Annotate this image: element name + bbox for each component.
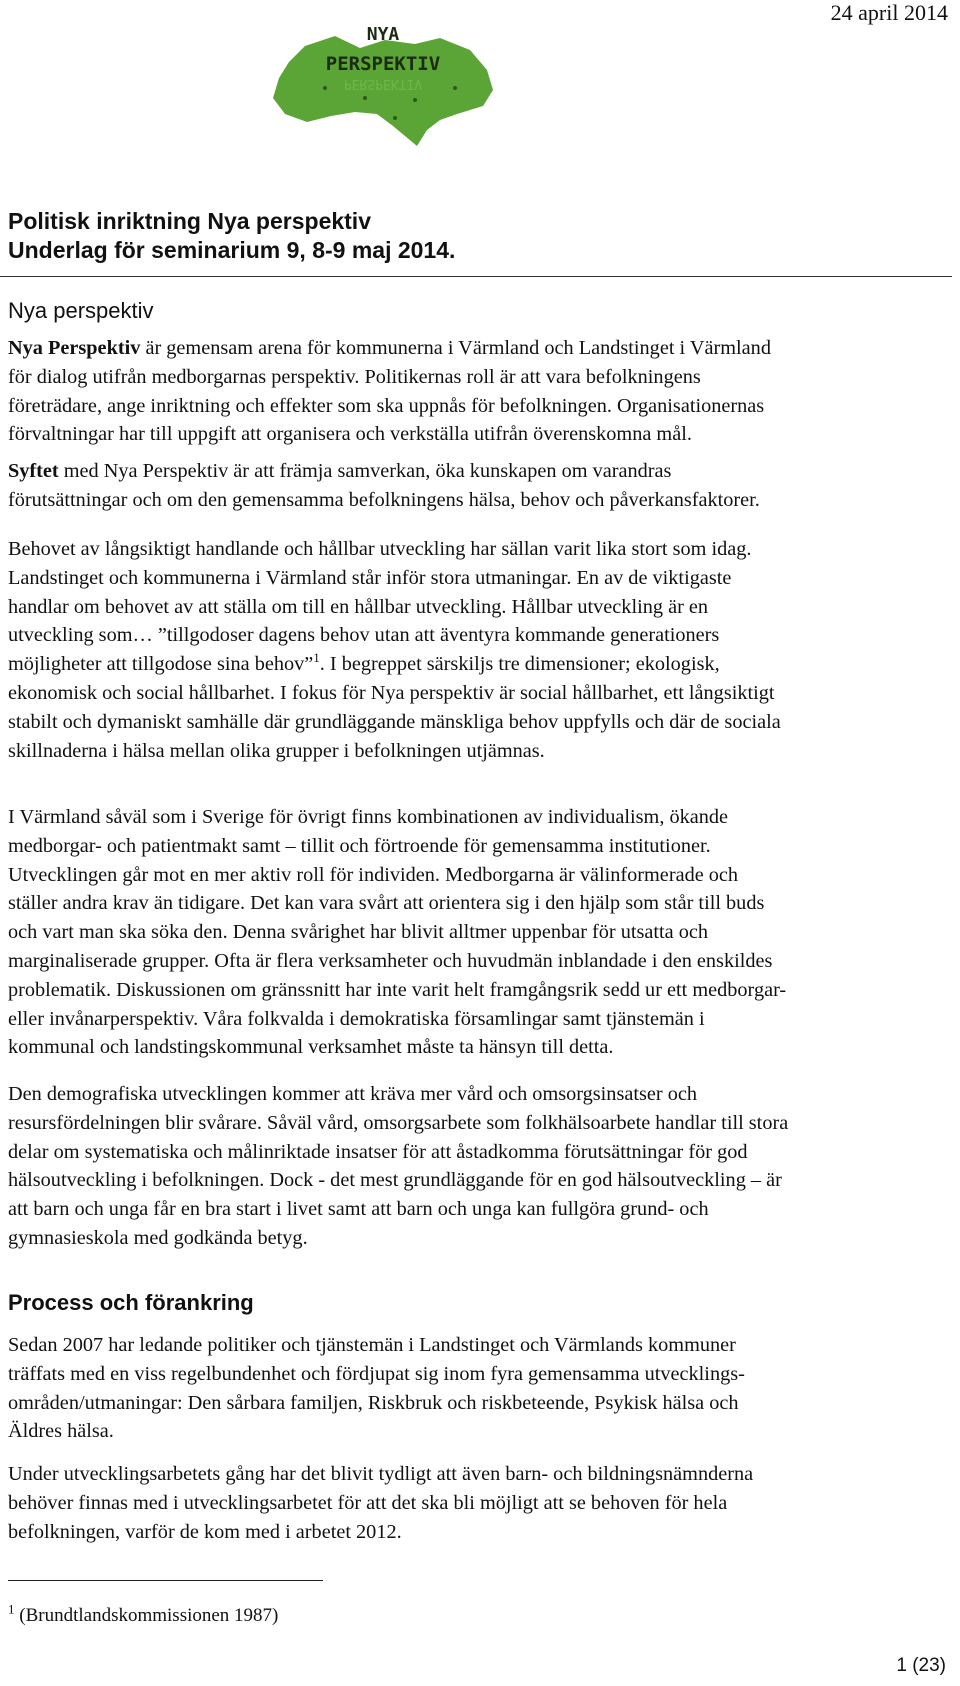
- paragraph-individualism: I Värmland såväl som i Sverige för övrigt finns kombinationen av individualism, ökande medborgar- och patientmakt samt – tillit och förtroende för gemensamma institutioner. Utvecklingen går mot en mer aktiv roll för individen. Medborgarna är välinformerade och ställer andra krav än tidigare. Det kan vara svårt att orientera sig i den hjälp som står till buds och vart man ska söka den. Denna svårighet har blivit alltmer uppenbar för utsatta och marginaliserade grupper. Ofta är flera verksamheter och huvudmän inblandade i den enskildes problematik. Diskussionen om gränssnitt har inte varit helt framgångsrik sedd ur ett medborgar- eller invånarperspektiv. Våra folkvalda i demokratiska församlingar samt tjänstemän i kommunal och landstingskommunal verksamhet måste ta hänsyn till detta.: [8, 806, 787, 1059]
- paragraph-hallbar-utveckling: Behovet av långsiktigt handlande och hållbar utveckling har sällan varit lika stort som idag. Landstinget och kommunerna i Värmland står inför stora utmaningar. En av de viktigaste handlar om behovet av att ställa om till en hållbar utveckling. Hållbar utveckling är en utveckling som… ”tillgodoser dagens behov utan att äventyra kommande generationers möjligheter att tillgodose sina behov”$^1$. I begreppet särskiljs tre dimensioner; ekologisk, ekonomisk och social hållbarhet. I fokus för Nya perspektiv är social hållbarhet, ett långsiktigt stabilt och dymaniskt samhälle där grundläggande mänskliga behov uppfylls och där de sociala skillnaderna i hälsa mellan olika grupper i befolkningen utjämnas.: [8, 538, 781, 762]
- page-number: 1 (23): [896, 1655, 946, 1676]
- section-heading-process: Process och förankring: [8, 1290, 254, 1315]
- paragraph-sedan-2007: Sedan 2007 har ledande politiker och tjänstemän i Landstinget och Värmlands kommuner träffats med en viss regelbundenhet och fördjupat sig inom fyra gemensamma utvecklings- områden/utmaningar: Den sårbara familjen, Riskbruk och riskbeteende, Psykisk hälsa och Äldres hälsa.: [8, 1334, 745, 1443]
- paragraph-demografi: Den demografiska utvecklingen kommer att kräva mer vård och omsorgsinsatser och resursfördelningen blir svårare. Såväl vård, omsorgsarbete som folkhälsoarbete handlar till stora delar om systematiska och målinriktade insatser för att åstadkomma förutsättningar för god hälsoutveckling i befolkningen. Dock - det mest grundläggande för en god hälsoutveckling – är att barn och unga får en bra start i livet samt att barn och unga kan fullgöra grund- och gymnasieskola med godkända betyg.: [8, 1083, 789, 1249]
- title-line-2: Underlag för seminarium 9, 8-9 maj 2014.: [8, 237, 456, 263]
- footnote-reference[interactable]: 1: [313, 650, 320, 666]
- title-divider: [0, 276, 952, 277]
- logo-reflection: PERSPEKTIV: [343, 76, 423, 91]
- logo-text-nya: NYA: [366, 24, 400, 45]
- paragraph-syftet: Syftet med Nya Perspektiv är att främja samverkan, öka kunskapen om varandras förutsättningar och om den gemensamma befolkningens hälsa, behov och påverkansfaktorer.: [8, 460, 760, 511]
- title-line-1: Politisk inriktning Nya perspektiv: [8, 208, 371, 234]
- term-syftet: Syftet: [8, 460, 59, 482]
- document-title: [8, 207, 455, 265]
- document-date: 24 april 2014: [830, 0, 948, 25]
- term-nya-perspektiv: Nya Perspektiv: [8, 337, 141, 359]
- paragraph-intro: Nya Perspektiv är gemensam arena för kommunerna i Värmland och Landstinget i Värmland för dialog utifrån medborgarnas perspektiv. Politikernas roll är att vara befolkningens företrädare, ange inriktning och effekter som ska uppnås för befolkningen. Organisationernas förvaltningar har till uppgift att organisera och verkställa utifrån överenskomna mål.: [8, 337, 771, 446]
- nya-perspektiv-logo: [265, 18, 500, 158]
- footnote-text: (Brundtlandskommissionen 1987): [19, 1605, 279, 1626]
- logo-text-perspektiv: PERSPEKTIV: [325, 53, 441, 75]
- footnote-divider: [8, 1580, 323, 1581]
- footnote: [8, 1601, 279, 1627]
- paragraph-utvecklingsarbete: Under utvecklingsarbetets gång har det blivit tydligt att även barn- och bildningsnämnderna behöver finnas med i utvecklingsarbetet för att det ska bli möjligt att se behoven för hela befolkningen, varför de kom med i arbetet 2012.: [8, 1463, 754, 1543]
- section-heading-nya-perspektiv: Nya perspektiv: [8, 298, 154, 323]
- footnote-number: 1: [8, 1601, 15, 1617]
